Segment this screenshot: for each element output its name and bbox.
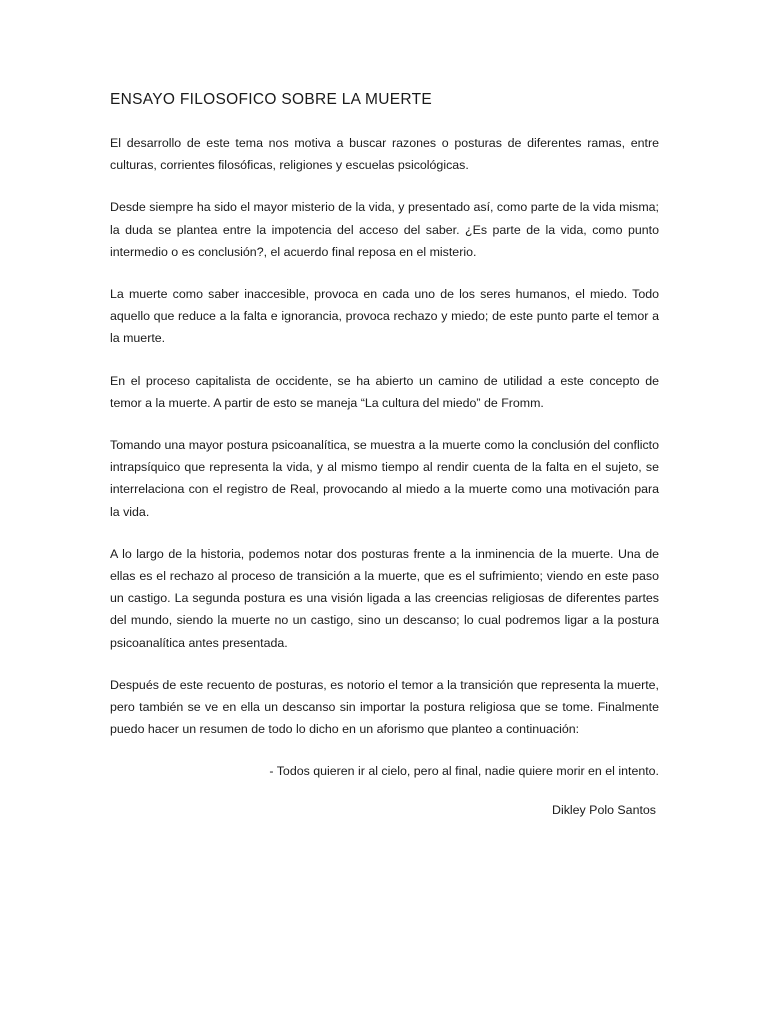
paragraph-4: En el proceso capitalista de occidente, se ha abierto un camino de utilidad a este concepto de temor a la muerte. A partir de esto se maneja “La cultura del miedo” de Fromm. <box>110 373 659 410</box>
author-signature: Dikley Polo Santos <box>552 802 656 817</box>
paragraph-5: Tomando una mayor postura psicoanalítica, se muestra a la muerte como la conclusión del conflicto intrapsíquico que representa la vida, y al mismo tiempo al rendir cuenta de la falta en el sujeto, se interrelaciona con el registro de Real, provocando al miedo a la muerte como una motivación para la vida. <box>110 438 659 519</box>
paragraph-7: Después de este recuento de posturas, es notorio el temor a la transición que representa la muerte, pero también se ve en ella un descanso sin importar la postura religiosa que se tome. Finalmente puedo hacer un resumen de todo lo dicho en un aforismo que planteo a continuación: <box>110 677 659 737</box>
document-page <box>110 88 659 821</box>
document-title: ENSAYO FILOSOFICO SOBRE LA MUERTE <box>110 91 432 108</box>
paragraph-2: Desde siempre ha sido el mayor misterio de la vida, y presentado así, como parte de la vida misma; la duda se plantea entre la impotencia del acceso del saber. ¿Es parte de la vida, como punto intermedio o es conclusión?, el acuerdo final reposa en el misterio. <box>110 200 659 259</box>
paragraph-3: La muerte como saber inaccesible, provoca en cada uno de los seres humanos, el miedo. Todo aquello que reduce a la falta e ignorancia, provoca rechazo y miedo; de este punto parte el temor a la muerte. <box>110 287 659 346</box>
aphorism-quote: - Todos quieren ir al cielo, pero al final, nadie quiere morir en el intento. <box>269 764 659 779</box>
paragraph-6: A lo largo de la historia, podemos notar dos posturas frente a la inminencia de la muerte. Una de ellas es el rechazo al proceso de transición a la muerte, que es el sufrimiento; viendo en este paso un castigo. La segunda postura es una visión ligada a las creencias religiosas de diferentes partes del mundo, siendo la muerte no un castigo, sino un descanso; lo cual podremos ligar a la postura psicoanalítica antes presentada. <box>110 546 659 650</box>
paragraph-1: El desarrollo de este tema nos motiva a buscar razones o posturas de diferentes ramas, entre culturas, corrientes filosóficas, religiones y escuelas psicológicas. <box>110 136 659 173</box>
